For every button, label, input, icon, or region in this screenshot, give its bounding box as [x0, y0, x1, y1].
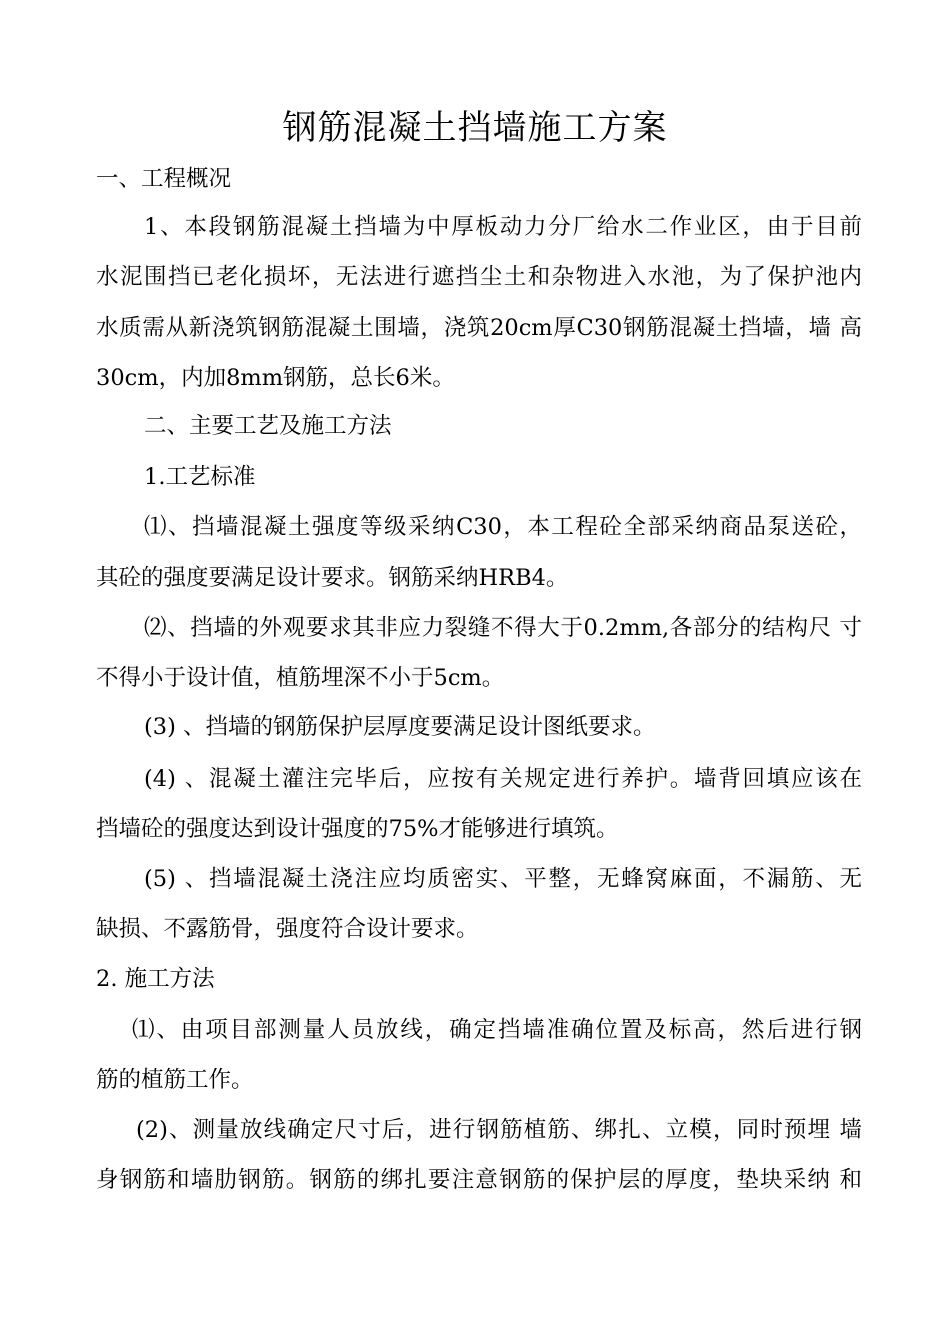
paragraph-line: 30cm，内加8mm钢筋，总长6米。	[96, 365, 455, 391]
paragraph-line: 水质需从新浇筑钢筋混凝土围墙，浇筑20cm厚C30钢筋混凝土挡墙，墙 高	[96, 315, 862, 341]
paragraph-line: (5) 、挡墙混凝土浇注应均质密实、平整，无蜂窝麻面，不漏筋、无	[144, 866, 862, 892]
document-title: 钢筋混凝土挡墙施工方案	[282, 108, 668, 148]
subheading-method: 2. 施工方法	[96, 966, 215, 992]
subheading-standard: 1.工艺标准	[144, 464, 256, 490]
paragraph-line: (4) 、混凝土灌注完毕后，应按有关规定进行养护。墙背回填应该在	[144, 766, 862, 792]
section-heading-overview: 一、工程概况	[96, 166, 232, 192]
paragraph-line: 1、本段钢筋混凝土挡墙为中厚板动力分厂给水二作业区，由于目前	[144, 214, 862, 240]
paragraph-line: 筋的植筋工作。	[96, 1067, 254, 1093]
paragraph-line: (3) 、挡墙的钢筋保护层厚度要满足设计图纸要求。	[144, 714, 656, 740]
paragraph-line: 不得小于设计值，植筋埋深不小于5cm。	[96, 665, 505, 691]
paragraph-line: ⑴、由项目部测量人员放线，确定挡墙准确位置及标高，然后进行钢	[132, 1017, 862, 1043]
paragraph-line: 挡墙砼的强度达到设计强度的75%才能够进行填筑。	[96, 816, 619, 842]
paragraph-line: ⑵、挡墙的外观要求其非应力裂缝不得大于0.2mm,各部分的结构尺 寸	[144, 615, 862, 641]
section-heading-process: 二、主要工艺及施工方法	[144, 413, 392, 439]
paragraph-line: 水泥围挡已老化损坏，无法进行遮挡尘土和杂物进入水池，为了保护池内	[96, 264, 862, 290]
paragraph-line: ⑴、挡墙混凝土强度等级采纳C30，本工程砼全部采纳商品泵送砼，	[144, 514, 862, 540]
paragraph-line: 缺损、不露筋骨，强度符合设计要求。	[96, 916, 479, 942]
paragraph-line: (2)、测量放线确定尺寸后，进行钢筋植筋、绑扎、立模，同时预埋 墙	[136, 1117, 862, 1143]
paragraph-line: 身钢筋和墙肋钢筋。钢筋的绑扎要注意钢筋的保护层的厚度，垫块采纳 和	[96, 1167, 862, 1193]
paragraph-line: 其砼的强度要满足设计要求。钢筋采纳HRB4。	[96, 565, 569, 591]
